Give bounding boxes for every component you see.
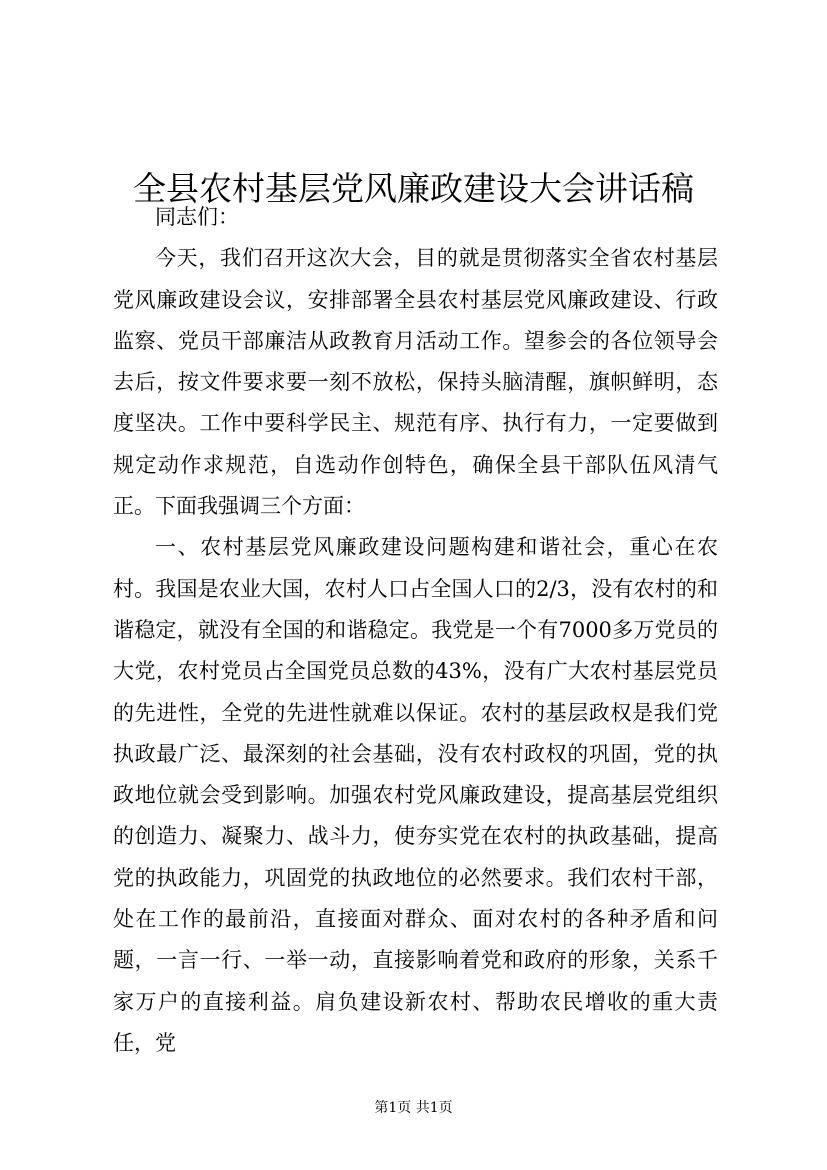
document-title: 全县农村基层党风廉政建设大会讲话稿 <box>133 169 694 209</box>
intro-paragraph: 今天，我们召开这次大会，目的就是贯彻落实全省农村基层党风廉政建设会议，安排部署全县农村基层党风廉政建设、行政监察、党员干部廉洁从政教育月活动工作。望参会的各位领导会去后，按文件要求要一刻不放松，保持头脑清醒，旗帜鲜明，态度坚决。工作中要科学民主、规范有序、执行有力，一定要做到规定动作求规范，自选动作创特色，确保全县干部队伍风清气正。下面我强调三个方面： <box>113 246 718 519</box>
section-one-paragraph: 一、农村基层党风廉政建设问题构建和谐社会，重心在农村。我国是农业大国，农村人口占全国人口的2/3，没有农村的和谐稳定，就没有全国的和谐稳定。我党是一个有7000多万党员的大党，农村党员占全国党员总数的43%，没有广大农村基层党员的先进性，全党的先进性就难以保证。农村的基层政权是我们党执政最广泛、最深刻的社会基础，没有农村政权的巩固，党的执政地位就会受到影响。加强农村党风廉政建设，提高基层党组织的创造力、凝聚力、战斗力，使夯实党在农村的执政基础，提高党的执政能力，巩固党的执政地位的必然要求。我们农村干部，处在工作的最前沿，直接面对群众、面对农村的各种矛盾和问题，一言一行、一举一动，直接影响着党和政府的形象，关系千家万户的直接利益。肩负建设新农村、帮助农民增收的重大责任，党 <box>113 535 718 1055</box>
salutation-paragraph: 同志们： <box>155 205 239 229</box>
page-footer: 第1页 共1页 <box>374 1100 453 1116</box>
document-body <box>113 197 718 1064</box>
